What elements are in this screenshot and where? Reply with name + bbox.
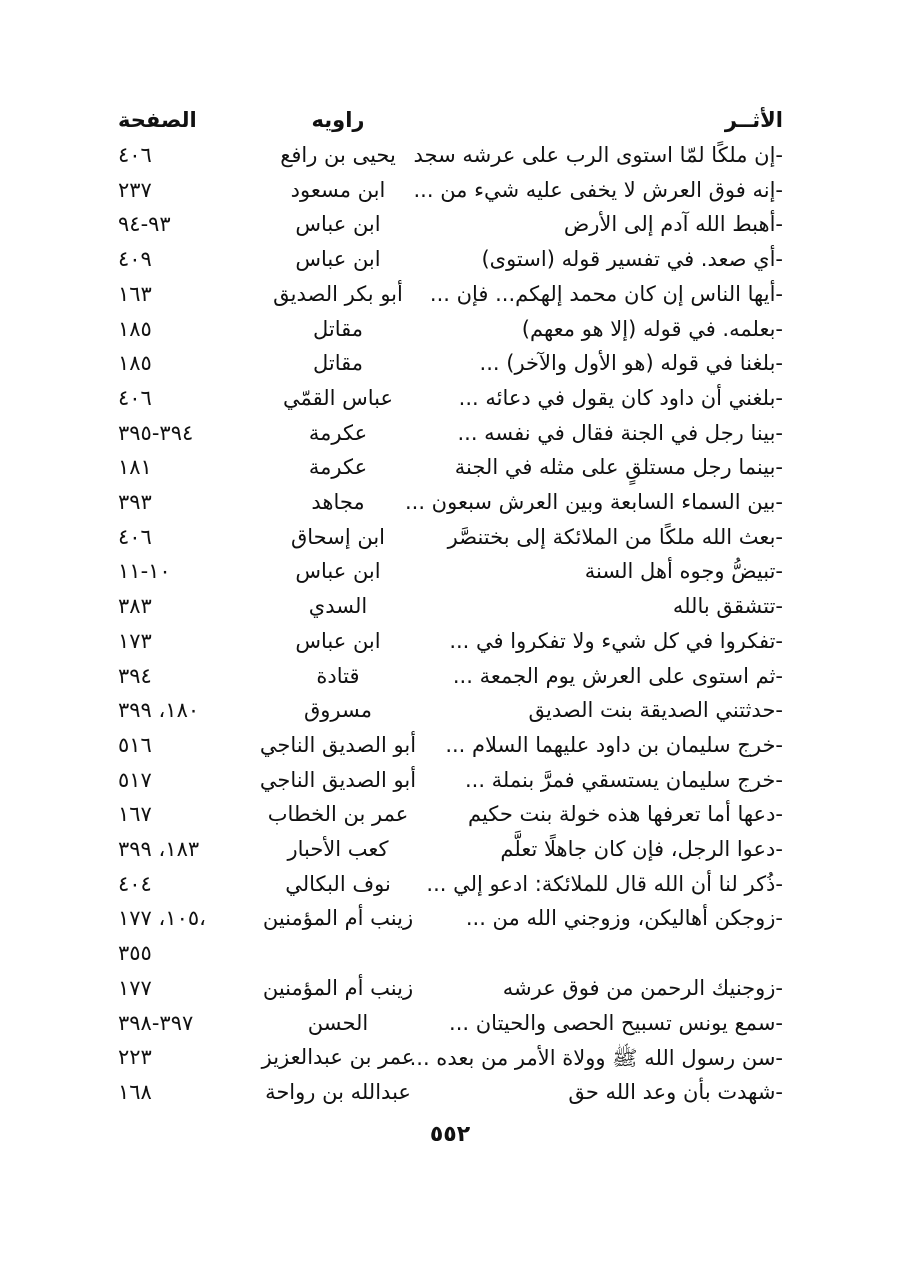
row-page: ٤٠٦ xyxy=(118,386,152,410)
row-athar: -إن ملكًا لمّا استوى الرب على عرشه سجد xyxy=(413,143,783,167)
row-page: ٣٨٣ xyxy=(118,594,152,618)
row-page: ١٧٣ xyxy=(118,629,152,653)
row-athar: -سن رسول الله ﷺ وولاة الأمر من بعده ... xyxy=(409,1046,783,1070)
row-page: ٥١٦ xyxy=(118,733,152,757)
row-page: ١٠٥، ١٧٧، xyxy=(118,906,206,930)
row-athar: -تتشقق بالله xyxy=(672,594,783,618)
row-rawi: عمر بن عبدالعزيز xyxy=(261,1045,415,1069)
row-rawi: نوف البكالي xyxy=(285,872,391,896)
row-page: ٤٠٦ xyxy=(118,143,152,167)
row-rawi: أبو الصديق الناجي xyxy=(259,768,417,792)
row-athar: -خرج سليمان بن داود عليهما السلام ... xyxy=(445,733,783,757)
row-athar: -أهبط الله آدم إلى الأرض xyxy=(563,212,783,236)
row-athar: -بلغنا في قوله (هو الأول والآخر) ... xyxy=(479,351,783,375)
row-rawi: ابن عباس xyxy=(295,559,381,583)
row-athar: -دعوا الرجل، فإن كان جاهلًا تعلَّم xyxy=(500,837,783,861)
row-page: ٤٠٦ xyxy=(118,525,152,549)
row-rawi: ابن عباس xyxy=(295,212,381,236)
row-rawi: مقاتل xyxy=(312,317,364,341)
row-page: ١٠-١١ xyxy=(118,559,171,583)
row-rawi: ابن مسعود xyxy=(290,178,386,202)
row-athar: -بعلمه. في قوله (إلا هو معهم) xyxy=(521,317,783,341)
row-page: ١٨٥ xyxy=(118,351,152,375)
row-rawi: كعب الأحبار xyxy=(287,837,389,861)
row-page: ٣٩٤ xyxy=(118,664,152,688)
row-athar: -شهدت بأن وعد الله حق xyxy=(568,1080,783,1104)
row-page: ٥١٧ xyxy=(118,768,152,792)
row-rawi: ابن إسحاق xyxy=(290,525,386,549)
row-athar: -بينما رجل مستلقٍ على مثله في الجنة xyxy=(454,455,783,479)
row-athar: -ثم استوى على العرش يوم الجمعة ... xyxy=(452,664,783,688)
row-rawi: عبدالله بن رواحة xyxy=(265,1080,411,1104)
row-rawi: عباس القمّي xyxy=(282,386,394,410)
row-rawi: زينب أم المؤمنين xyxy=(262,906,414,930)
row-page: ٤٠٤ xyxy=(118,872,152,896)
row-rawi: مسروق xyxy=(303,698,372,722)
row-rawi: قتادة xyxy=(316,664,360,688)
row-page: ١٨٣، ٣٩٩ xyxy=(118,837,200,861)
row-athar: -بين السماء السابعة وبين العرش سبعون ... xyxy=(404,490,783,514)
row-athar: -بلغني أن داود كان يقول في دعائه ... xyxy=(458,386,783,410)
row-athar: -تفكروا في كل شيء ولا تفكروا في ... xyxy=(449,629,783,653)
row-athar: -خرج سليمان يستسقي فمرَّ بنملة ... xyxy=(464,768,783,792)
row-page: ٩٣-٩٤ xyxy=(118,212,171,236)
header-page: الصفحة xyxy=(118,108,197,132)
row-page: ١٦٨ xyxy=(118,1080,152,1104)
row-rawi: عمر بن الخطاب xyxy=(267,802,409,826)
row-rawi: الحسن xyxy=(307,1011,369,1035)
row-athar: -زوجنيك الرحمن من فوق عرشه xyxy=(502,976,783,1000)
row-page: ١٦٧ xyxy=(118,802,152,826)
row-rawi: مقاتل xyxy=(312,351,364,375)
row-athar: -إنه فوق العرش لا يخفى عليه شيء من ... xyxy=(413,178,783,202)
row-rawi: أبو الصديق الناجي xyxy=(259,733,417,757)
page-number: ٥٥٢ xyxy=(429,1122,471,1147)
row-page: ٤٠٩ xyxy=(118,247,152,271)
row-page: ١٨١ xyxy=(118,455,152,479)
row-athar: -حدثتني الصديقة بنت الصديق xyxy=(528,698,783,722)
header-athar: الأثــر xyxy=(724,108,783,132)
row-athar: -سمع يونس تسبيح الحصى والحيتان ... xyxy=(449,1011,783,1035)
row-page: ٢٣٧ xyxy=(118,178,152,202)
row-rawi: عكرمة xyxy=(308,455,368,479)
row-rawi: عكرمة xyxy=(308,421,368,445)
row-page: ٣٩٣ xyxy=(118,490,152,514)
row-page: ١٨٠، ٣٩٩ xyxy=(118,698,200,722)
row-page: ٣٩٧-٣٩٨ xyxy=(118,1011,194,1035)
row-athar: -أي صعد. في تفسير قوله (استوى) xyxy=(481,247,783,271)
row-rawi: زينب أم المؤمنين xyxy=(262,976,414,1000)
row-athar: -دعها أما تعرفها هذه خولة بنت حكيم xyxy=(467,802,783,826)
row-rawi: ابن عباس xyxy=(295,629,381,653)
row-rawi: ابن عباس xyxy=(295,247,381,271)
row-rawi: السدي xyxy=(308,594,368,618)
row-page: ١٧٧ xyxy=(118,976,152,1000)
row-page: ١٦٣ xyxy=(118,282,152,306)
row-page: ٣٥٥ xyxy=(118,941,152,965)
row-athar: -بينا رجل في الجنة فقال في نفسه ... xyxy=(457,421,783,445)
row-page: ٣٩٤-٣٩٥ xyxy=(118,421,194,445)
row-rawi: يحيى بن رافع xyxy=(280,143,396,167)
row-athar: -أيها الناس إن كان محمد إلهكم... فإن ... xyxy=(429,282,783,306)
row-rawi: مجاهد xyxy=(311,490,365,514)
row-athar: -تبيضُّ وجوه أهل السنة xyxy=(584,559,783,583)
row-page: ١٨٥ xyxy=(118,317,152,341)
header-rawi: راويه xyxy=(311,108,365,132)
row-athar: -زوجكن أهاليكن، وزوجني الله من ... xyxy=(465,906,783,930)
row-rawi: أبو بكر الصديق xyxy=(273,282,403,306)
row-athar: -بعث الله ملكًا من الملائكة إلى بختنصَّر xyxy=(447,525,783,549)
row-athar: -ذُكر لنا أن الله قال للملائكة: ادعو إلي ... xyxy=(426,872,783,896)
row-page: ٢٢٣ xyxy=(118,1045,152,1069)
